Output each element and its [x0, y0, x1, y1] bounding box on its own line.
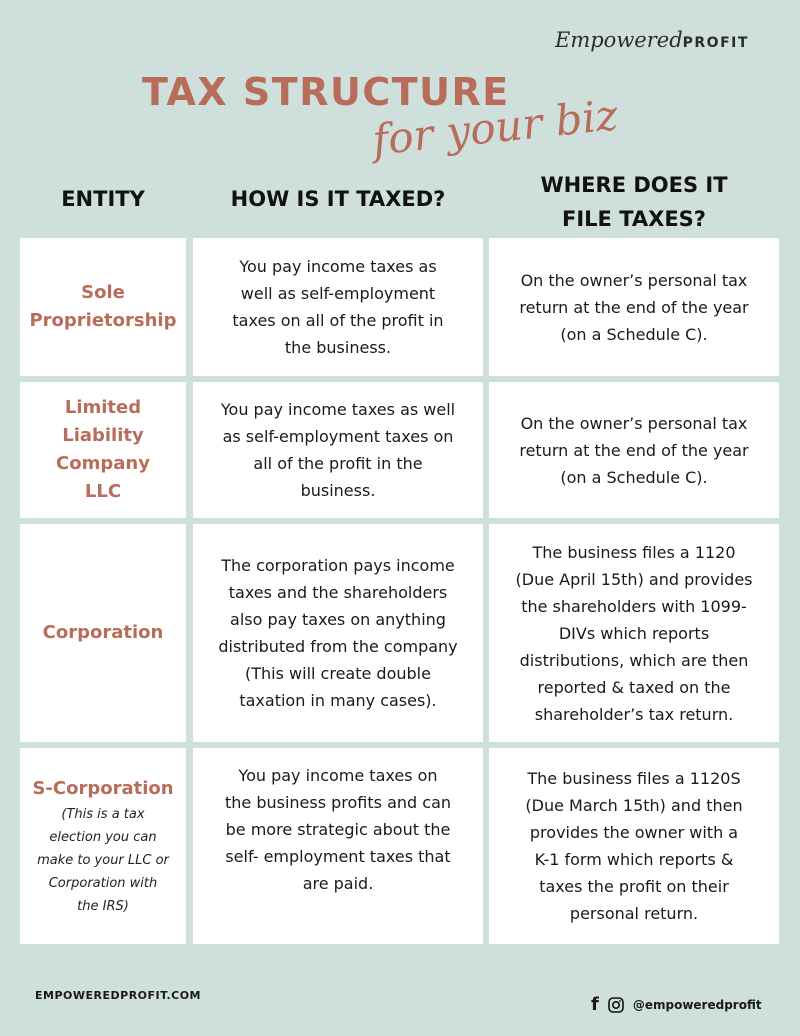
text-line: taxes on all of the profit in [232, 311, 444, 330]
how-taxed-cell-sole-proprietorship [193, 238, 483, 376]
text-line: be more strategic about the [225, 820, 451, 839]
note-line: make to your LLC or [37, 852, 169, 868]
text-line: distributed from the company [218, 637, 458, 656]
text-line: You pay income taxes on [238, 766, 438, 785]
entity-cell-s-corporation [20, 748, 186, 944]
entity-name-line: Corporation [42, 622, 164, 643]
column-header-where-file [489, 168, 779, 236]
where-files-cell-sole-proprietorship [489, 238, 779, 376]
text-line: business. [300, 481, 376, 500]
entity-note [37, 803, 169, 918]
social-handle[interactable]: @empoweredprofit [632, 997, 762, 1012]
entity-name-line: Proprietorship [29, 310, 177, 331]
note-line: (This is a tax [61, 806, 145, 822]
text-line: (Due March 15th) and then [525, 796, 743, 815]
text-line: You pay income taxes as well [220, 400, 456, 419]
text-line: distributions, which are then [519, 650, 749, 670]
page-subtitle: for your biz [370, 90, 621, 165]
entity-name-line: S-Corporation [32, 777, 174, 799]
column-header-where-line1: WHERE DOES IT [540, 173, 728, 197]
column-header-entity: ENTITY [61, 187, 145, 211]
note-line: election you can [49, 829, 157, 845]
text-line: (Due April 15th) and provides [515, 569, 753, 589]
text-line: taxes and the shareholders [228, 583, 448, 602]
entity-name-line: Sole [81, 282, 125, 303]
how-taxed-cell-corporation [193, 524, 483, 742]
entity-name-line: Company [56, 453, 150, 474]
entity-name-line: LLC [84, 481, 122, 502]
note-line: Corporation with [48, 875, 158, 891]
where-files-cell-corporation [489, 524, 779, 742]
text-line: well as self-employment [240, 284, 436, 303]
note-line: the IRS) [77, 898, 129, 914]
text-line: DIVs which reports [558, 623, 710, 643]
text-line: self- employment taxes that [225, 847, 451, 866]
text-line: provides the owner with a [529, 823, 739, 842]
entity-cell-llc [20, 382, 186, 518]
text-line: also pay taxes on anything [230, 610, 446, 629]
entity-name-line: Limited [64, 397, 142, 418]
column-header-how-taxed: HOW IS IT TAXED? [230, 187, 446, 211]
text-line: all of the profit in the [253, 454, 423, 473]
text-line: The corporation pays income [221, 556, 455, 575]
text-line: reported & taxed on the [537, 677, 731, 697]
text-line: (This will create double [245, 664, 431, 683]
footer-website-link[interactable]: EMPOWEREDPROFIT.COM [35, 989, 202, 1002]
footer-social [591, 994, 762, 1015]
page-title: TAX STRUCTURE [142, 70, 510, 114]
text-line: On the owner’s personal tax [520, 413, 748, 433]
text-line: (on a Schedule C). [560, 467, 708, 487]
text-line: the shareholders with 1099- [521, 596, 747, 616]
text-line: K-1 form which reports & [534, 850, 734, 869]
text-line: taxation in many cases). [239, 691, 437, 710]
where-files-cell-s-corporation [489, 748, 779, 944]
text-line: taxes the profit on their [539, 877, 729, 896]
entity-cell-sole-proprietorship [20, 238, 186, 376]
text-line: The business files a 1120 [532, 542, 736, 562]
brand-logo [555, 28, 749, 52]
instagram-icon[interactable] [608, 997, 624, 1013]
text-line: shareholder’s tax return. [534, 704, 734, 724]
facebook-icon[interactable]: f [591, 994, 599, 1015]
text-line: the business. [284, 338, 392, 357]
column-header-where-line2: FILE TAXES? [562, 207, 706, 231]
text-line: personal return. [569, 904, 699, 923]
text-line: You pay income taxes as [239, 257, 437, 276]
brand-script: Empowered [555, 28, 683, 52]
entity-name-line: Liability [62, 425, 144, 446]
text-line: return at the end of the year [519, 297, 749, 317]
how-taxed-cell-llc [193, 382, 483, 518]
text-line: On the owner’s personal tax [520, 270, 748, 290]
text-line: the business profits and can [224, 793, 452, 812]
text-line: return at the end of the year [519, 440, 749, 460]
text-line: are paid. [302, 874, 374, 893]
entity-cell-corporation [20, 524, 186, 742]
text-line: as self-employment taxes on [222, 427, 454, 446]
how-taxed-cell-s-corporation [193, 748, 483, 944]
text-line: (on a Schedule C). [560, 324, 708, 344]
where-files-cell-llc [489, 382, 779, 518]
text-line: The business files a 1120S [527, 769, 741, 788]
brand-caps: PROFIT [682, 35, 749, 51]
